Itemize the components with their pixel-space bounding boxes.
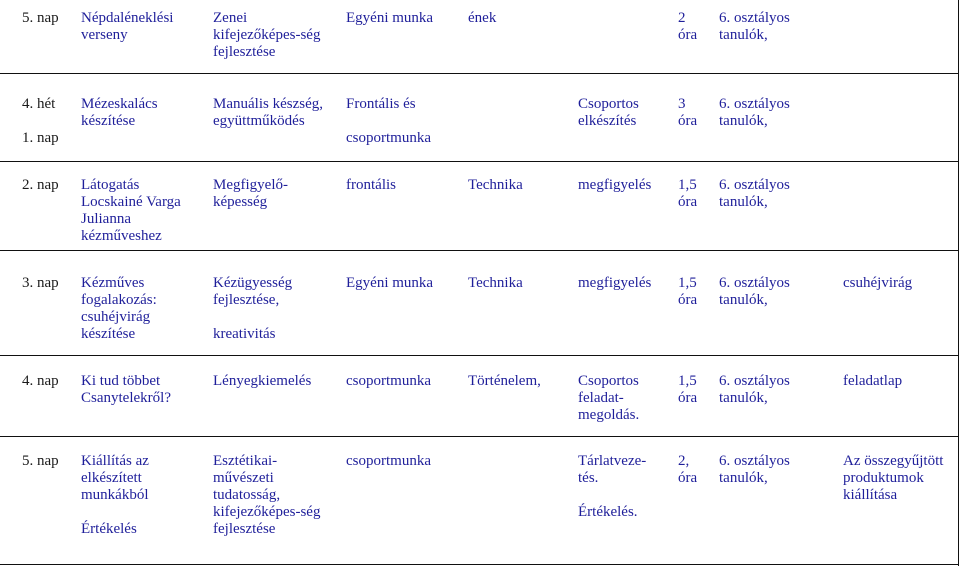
cell-product: Az összegyűjtött produktumok kiállítása xyxy=(843,453,944,503)
cell-skill: Megfigyelő- képesség xyxy=(213,177,288,210)
cell-method: megfigyelés xyxy=(578,275,652,291)
cell-duration: 3 óra xyxy=(678,96,698,129)
cell-product: csuhéjvirág xyxy=(843,275,913,291)
cell-day: 3. nap xyxy=(22,275,59,291)
table-right-border xyxy=(958,0,959,566)
cell-day: 5. nap xyxy=(22,453,59,469)
cell-method: Csoportos feladat- megoldás. xyxy=(578,373,640,423)
cell-work-form: frontális xyxy=(346,177,396,193)
row-divider xyxy=(0,250,958,251)
cell-method: megfigyelés xyxy=(578,177,652,193)
cell-topic: Látogatás Locskainé Varga Julianna kézműveshez xyxy=(81,177,181,244)
cell-subject: Történelem, xyxy=(468,373,541,389)
cell-work-form: Egyéni munka xyxy=(346,275,434,291)
cell-day: 2. nap xyxy=(22,177,59,193)
cell-participants: 6. osztályos tanulók, xyxy=(719,96,790,129)
cell-work-form: csoportmunka xyxy=(346,453,431,469)
cell-day: 5. nap xyxy=(22,10,59,26)
cell-duration: 1,5 óra xyxy=(678,373,698,406)
cell-participants: 6. osztályos tanulók, xyxy=(719,177,790,210)
cell-day: 4. hét 1. nap xyxy=(22,96,59,146)
cell-duration: 1,5 óra xyxy=(678,177,698,210)
row-divider xyxy=(0,73,958,74)
cell-duration: 2, óra xyxy=(678,453,698,486)
cell-duration: 2 óra xyxy=(678,10,698,43)
cell-work-form: csoportmunka xyxy=(346,373,431,389)
cell-topic: Ki tud többet Csanytelekről? xyxy=(81,373,171,406)
cell-subject: ének xyxy=(468,10,497,26)
cell-topic: Mézeskalács készítése xyxy=(81,96,158,129)
cell-day: 4. nap xyxy=(22,373,59,389)
cell-method: Csoportos elkészítés xyxy=(578,96,639,129)
cell-skill: Lényegkiemelés xyxy=(213,373,312,389)
cell-work-form: Egyéni munka xyxy=(346,10,434,26)
cell-topic: Kiállítás az elkészített munkákból Értékelés xyxy=(81,453,149,537)
cell-topic: Kézműves fogalakozás: csuhéjvirág készítése xyxy=(81,275,157,342)
cell-participants: 6. osztályos tanulók, xyxy=(719,10,790,43)
cell-subject: Technika xyxy=(468,275,523,291)
cell-skill: Manuális készség, együttműködés xyxy=(213,96,323,129)
row-divider xyxy=(0,161,958,162)
cell-participants: 6. osztályos tanulók, xyxy=(719,373,790,406)
cell-skill: Kézügyesség fejlesztése, kreativitás xyxy=(213,275,293,342)
cell-skill: Zenei kifejezőképes-ség fejlesztése xyxy=(213,10,321,60)
row-divider xyxy=(0,436,958,437)
row-divider xyxy=(0,355,958,356)
row-divider xyxy=(0,564,958,565)
cell-skill: Esztétikai- művészeti tudatosság, kifejezőképes-ség fejlesztése xyxy=(213,453,321,537)
cell-method: Tárlatveze- tés. Értékelés. xyxy=(578,453,647,520)
cell-topic: Népdaléneklési verseny xyxy=(81,10,174,43)
cell-participants: 6. osztályos tanulók, xyxy=(719,453,790,486)
cell-work-form: Frontális és csoportmunka xyxy=(346,96,431,146)
cell-subject: Technika xyxy=(468,177,523,193)
cell-duration: 1,5 óra xyxy=(678,275,698,308)
cell-participants: 6. osztályos tanulók, xyxy=(719,275,790,308)
cell-product: feladatlap xyxy=(843,373,903,389)
